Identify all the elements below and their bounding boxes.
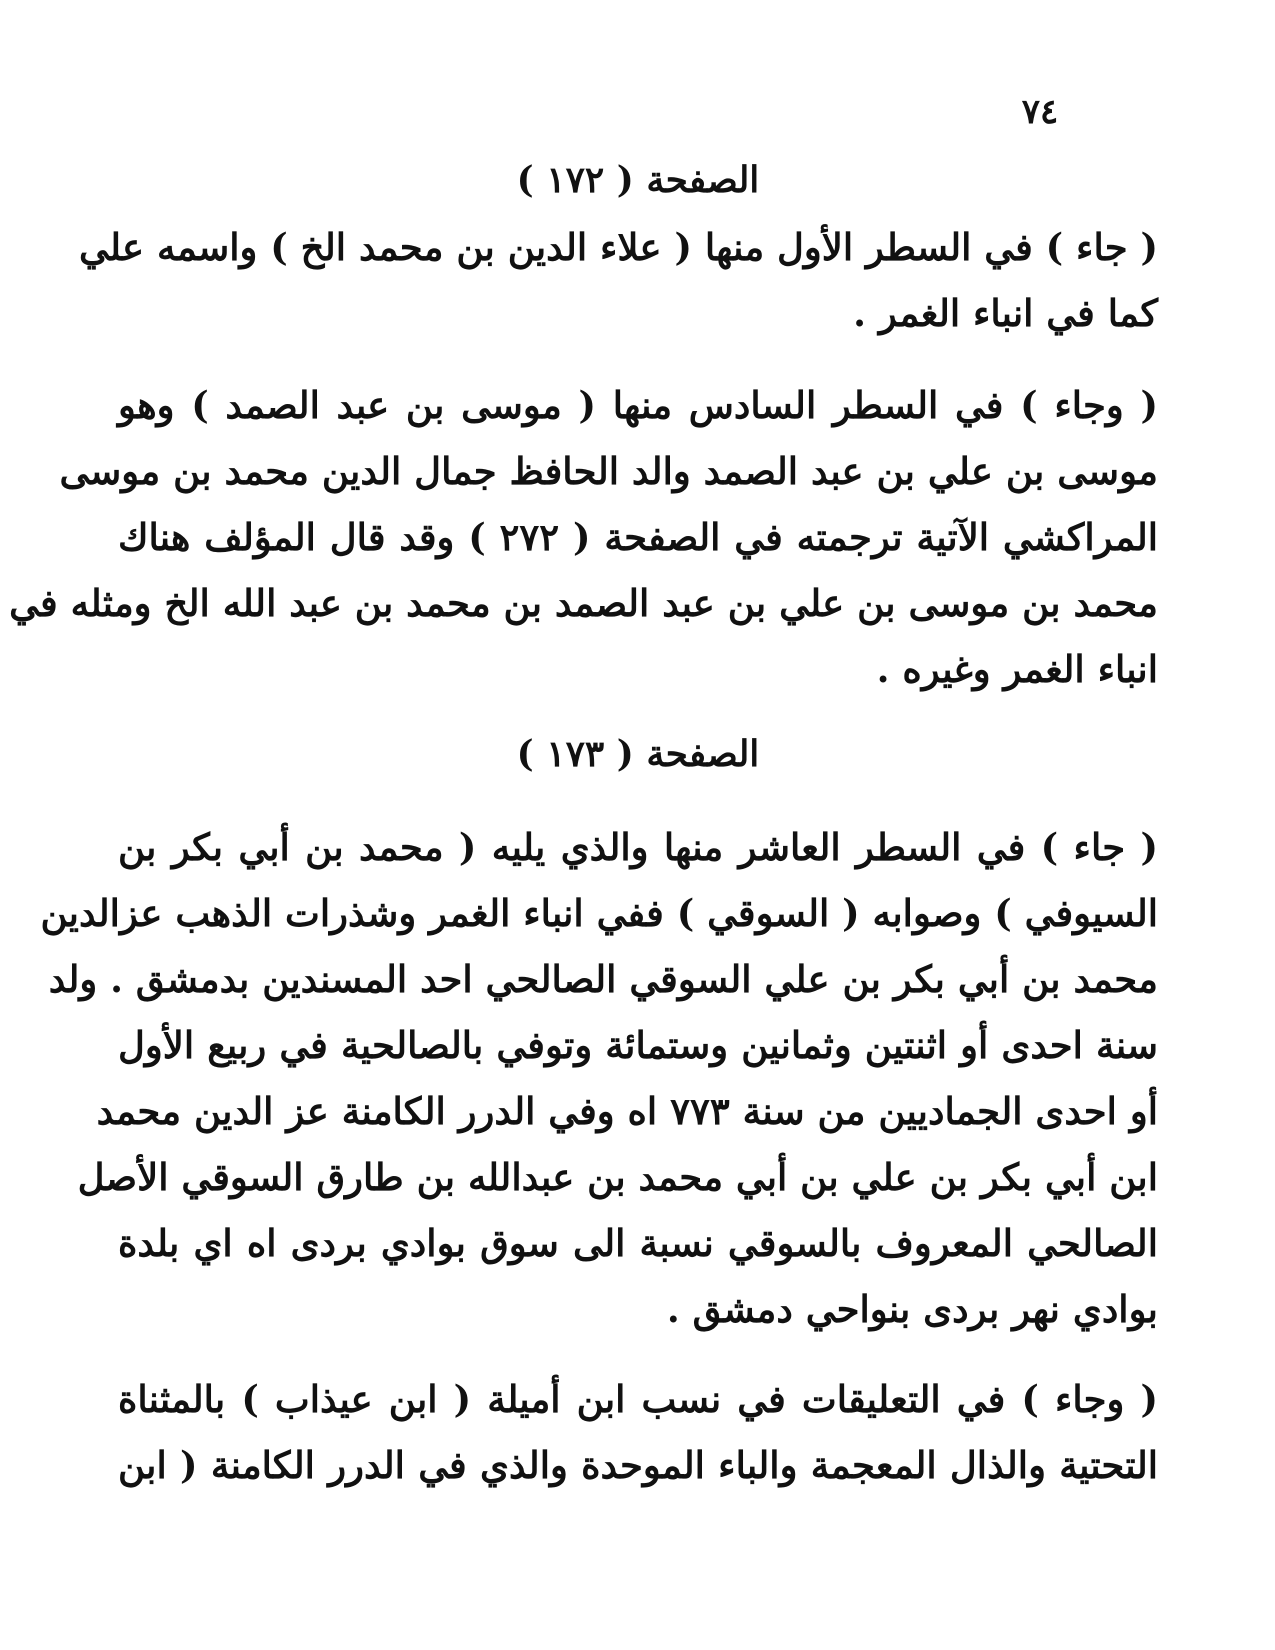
text-line: المراكشي الآتية ترجمته في الصفحة ( ٢٧٢ ) وقد قال المؤلف هناك — [118, 515, 1159, 559]
text-line: ابن أبي بكر بن علي بن أبي محمد بن عبدالله بن طارق السوقي الأصل — [77, 1155, 1158, 1199]
text-line: محمد بن موسى بن علي بن عبد الصمد بن محمد بن عبد الله الخ ومثله في — [9, 581, 1158, 625]
text-line: سنة احدى أو اثنتين وثمانين وستمائة وتوفي بالصالحية في ربيع الأول — [118, 1023, 1158, 1067]
text-line: انباء الغمر وغيره . — [876, 647, 1158, 691]
section-heading: الصفحة ( ١٧٢ ) — [516, 159, 760, 201]
text-line: أو احدى الجماديين من سنة ٧٧٣ اه وفي الدرر الكامنة عز الدين محمد — [96, 1089, 1158, 1133]
paragraph — [118, 1366, 1158, 1498]
text-line: موسى بن علي بن عبد الصمد والد الحافظ جمال الدين محمد بن موسى — [59, 449, 1158, 493]
text-line: ( وجاء ) في السطر السادس منها ( موسى بن عبد الصمد ) وهو — [118, 383, 1158, 427]
text-line: ( جاء ) في السطر الأول منها ( علاء الدين بن محمد الخ ) واسمه علي — [78, 225, 1158, 269]
text-line: ( جاء ) في السطر العاشر منها والذي يليه ( محمد بن أبي بكر بن — [118, 825, 1158, 869]
text-line: بوادي نهر بردى بنواحي دمشق . — [666, 1287, 1158, 1331]
text-line: ( وجاء ) في التعليقات في نسب ابن أميلة ( ابن عيذاب ) بالمثناة — [118, 1377, 1158, 1421]
text-line: الصالحي المعروف بالسوقي نسبة الى سوق بوادي بردى اه اي بلدة — [118, 1221, 1158, 1265]
page-number: ٧٤ — [1021, 92, 1059, 132]
text-line: محمد بن أبي بكر بن علي السوقي الصالحي احد المسندين بدمشق . ولد — [48, 957, 1158, 1001]
section-heading: الصفحة ( ١٧٣ ) — [516, 733, 760, 775]
text-line: كما في انباء الغمر . — [853, 291, 1158, 335]
paragraph — [9, 372, 1159, 702]
paragraph — [78, 214, 1158, 346]
text-line: التحتية والذال المعجمة والباء الموحدة والذي في الدرر الكامنة ( ابن — [118, 1443, 1158, 1487]
text-line: السيوفي ) وصوابه ( السوقي ) ففي انباء الغمر وشذرات الذهب عزالدين — [40, 891, 1158, 935]
paragraph — [40, 814, 1158, 1342]
page-content — [9, 150, 1159, 1498]
